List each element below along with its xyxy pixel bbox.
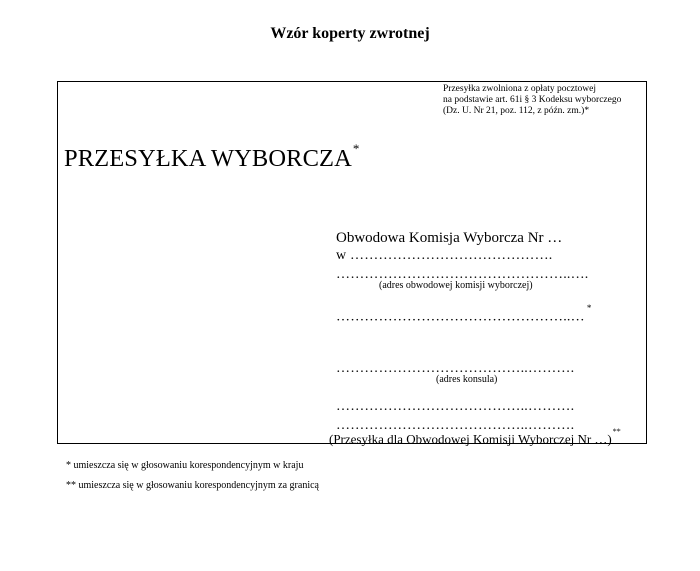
postage-note-line-3: (Dz. U. Nr 21, poz. 112, z późn. zm.)* [443, 106, 590, 116]
consignment-designation-text: (Przesyłka dla Obwodowej Komisji Wyborczej Nr …) [329, 431, 612, 447]
address-extra-mark: * [586, 303, 592, 313]
consul-address-dots: …………………………………..………. [336, 361, 575, 376]
consignment-designation [329, 428, 621, 446]
commission-address-dots: …………………………………………..…. [336, 267, 589, 282]
postage-note-line-2: na podstawie art. 61i § 3 Kodeksu wyborczego [443, 95, 622, 105]
election-mail-heading-text: PRZESYŁKA WYBORCZA [64, 145, 352, 173]
address-extra-dots-text: …………………………………………..… [336, 309, 585, 325]
commission-number-line: Obwodowa Komisja Wyborcza Nr … [336, 230, 563, 246]
election-mail-heading [64, 138, 360, 174]
postage-note-line-1: Przesyłka zwolniona z opłaty pocztowej [443, 84, 597, 94]
consul-address-dots-3: …………………………………..………. [336, 418, 575, 433]
postage-exemption-note [443, 84, 621, 117]
address-extra-dots [336, 305, 592, 325]
footnote-domestic: * umieszcza się w głosowaniu korespondencyjnym w kraju [66, 460, 304, 471]
footnote-abroad: ** umieszcza się w głosowaniu korespondencyjnym za granicą [66, 480, 319, 491]
envelope-template [57, 81, 647, 447]
heading-footnote-mark: * [352, 141, 360, 156]
commission-address-caption: (adres obwodowej komisji wyborczej) [379, 280, 533, 291]
consul-address-caption: (adres konsula) [436, 374, 498, 385]
consignment-footnote-mark: ** [612, 427, 621, 436]
consul-address-dots-2: …………………………………..………. [336, 399, 575, 414]
page-title: Wzór koperty zwrotnej [270, 25, 430, 42]
commission-town-line: w ……………………………………. [336, 248, 553, 263]
